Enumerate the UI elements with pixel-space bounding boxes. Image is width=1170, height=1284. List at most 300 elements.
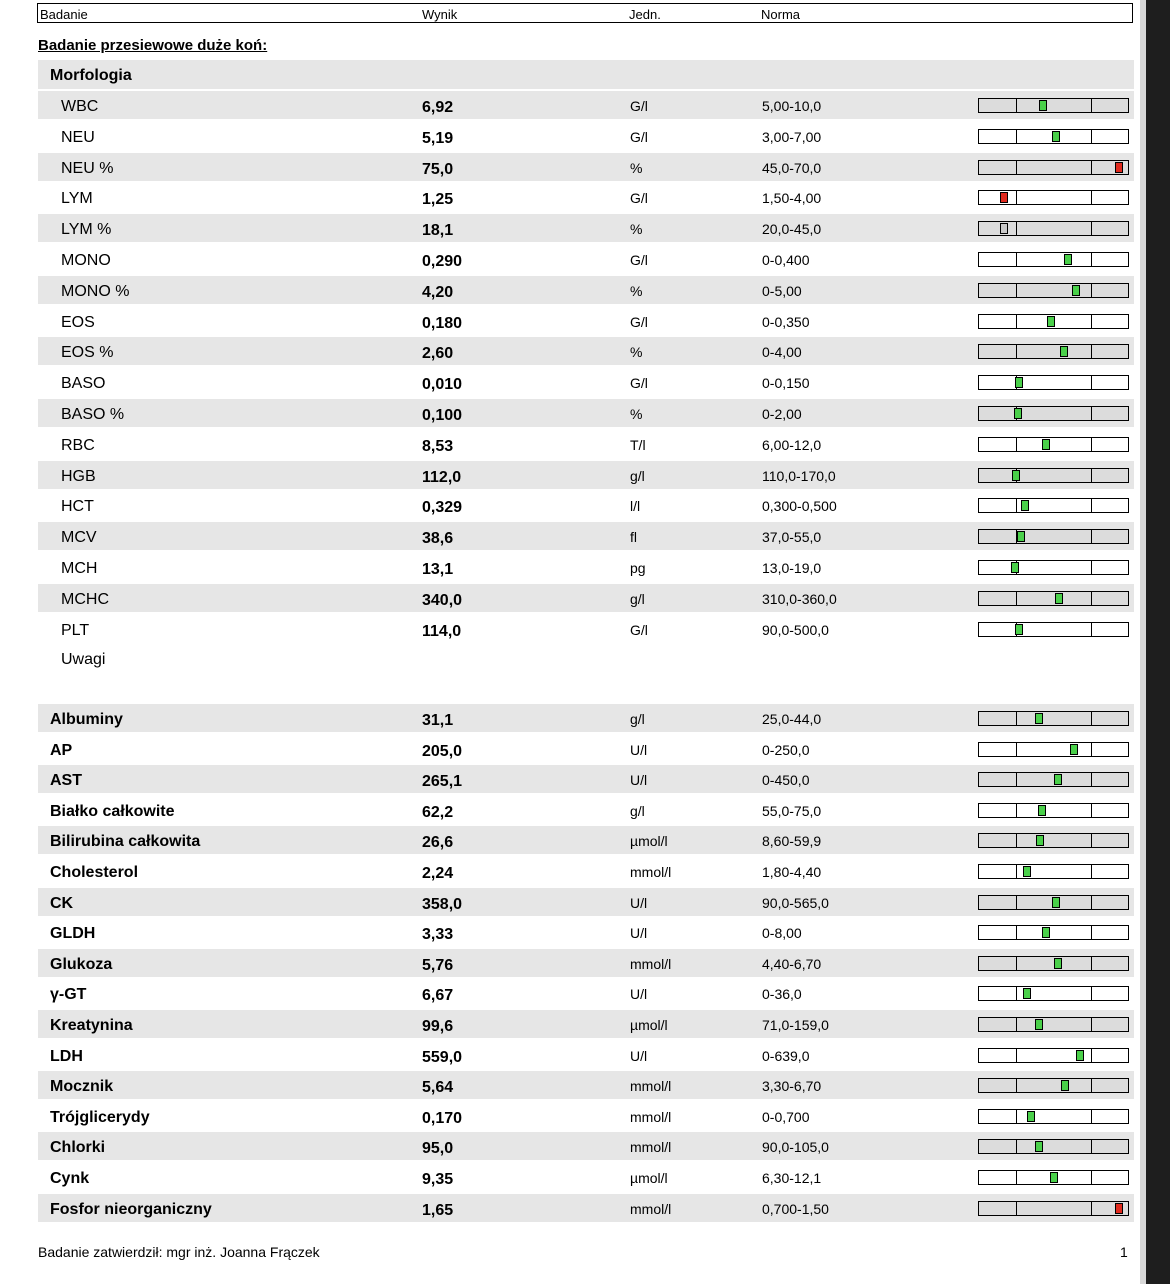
range-indicator — [978, 98, 1129, 113]
range-tick — [1091, 1018, 1092, 1031]
table-row — [38, 276, 1134, 304]
range-indicator — [978, 803, 1129, 818]
result-marker — [1035, 1141, 1043, 1152]
range-tick — [1091, 222, 1092, 235]
result-marker — [1027, 1111, 1035, 1122]
range-indicator — [978, 252, 1129, 267]
header-norma: Norma — [761, 7, 801, 22]
reference-range: 310,0-360,0 — [762, 590, 837, 607]
test-unit: mmol/l — [630, 1139, 672, 1156]
test-unit: G/l — [630, 252, 648, 268]
range-tick — [1091, 712, 1092, 725]
reference-range: 90,0-105,0 — [762, 1139, 829, 1156]
test-result: 26,6 — [422, 834, 454, 852]
viewer-background — [1146, 0, 1170, 1284]
table-row — [38, 918, 1134, 946]
range-tick — [1091, 1079, 1092, 1092]
result-marker — [1000, 192, 1008, 203]
test-result: 0,100 — [422, 407, 463, 424]
test-result: 62,2 — [422, 803, 454, 821]
range-indicator — [978, 1109, 1129, 1124]
test-unit: G/l — [630, 190, 648, 207]
test-unit: pg — [630, 560, 646, 576]
reference-range: 110,0-170,0 — [762, 467, 836, 484]
reference-range: 0-0,700 — [762, 1108, 810, 1125]
test-name: Trójglicerydy — [50, 1108, 150, 1126]
table-row — [38, 153, 1134, 181]
reference-range: 0-639,0 — [762, 1047, 810, 1064]
table-row — [38, 1102, 1134, 1130]
range-tick — [1091, 1140, 1092, 1153]
test-result: 38,6 — [422, 530, 454, 548]
test-name: Albuminy — [50, 711, 123, 728]
range-tick — [1091, 284, 1092, 297]
range-tick — [1091, 773, 1092, 786]
result-marker — [1060, 346, 1068, 357]
range-tick — [1091, 99, 1092, 112]
test-result: 13,1 — [422, 561, 454, 578]
test-name: Kreatynina — [50, 1017, 133, 1034]
table-row — [38, 553, 1134, 581]
test-unit: l/l — [630, 498, 641, 515]
test-unit: T/l — [630, 436, 646, 453]
test-unit: mmol/l — [630, 1200, 672, 1217]
range-indicator — [978, 591, 1129, 606]
range-indicator — [978, 925, 1129, 940]
test-name: MONO — [61, 252, 111, 269]
test-unit: mmol/l — [630, 1078, 672, 1095]
test-unit: mmol/l — [630, 1108, 672, 1125]
range-indicator — [978, 1139, 1129, 1154]
test-unit: % — [630, 344, 643, 361]
range-indicator — [978, 529, 1129, 544]
table-row — [38, 979, 1134, 1007]
test-result: 95,0 — [422, 1140, 454, 1158]
range-indicator — [978, 1201, 1129, 1216]
range-tick — [1016, 315, 1017, 328]
test-name: LDH — [50, 1047, 83, 1065]
test-result: 6,67 — [422, 987, 454, 1005]
result-marker — [1023, 866, 1031, 877]
test-unit: G/l — [630, 128, 648, 145]
test-name: EOS — [61, 313, 95, 331]
test-unit: % — [630, 406, 643, 422]
result-marker — [1011, 562, 1019, 573]
table-row — [38, 368, 1134, 396]
reference-range: 0-0,150 — [762, 375, 810, 392]
test-unit: % — [630, 159, 643, 176]
test-result: 112,0 — [422, 468, 462, 486]
test-name: Cynk — [50, 1170, 90, 1187]
test-unit: G/l — [630, 98, 648, 114]
reference-range: 1,80-4,40 — [762, 864, 822, 880]
range-tick — [1091, 1202, 1092, 1215]
range-tick — [1091, 896, 1092, 909]
range-tick — [1091, 130, 1092, 143]
test-unit: g/l — [630, 711, 645, 727]
test-result: 3,33 — [422, 926, 454, 944]
range-indicator — [978, 742, 1129, 757]
result-marker — [1035, 1019, 1043, 1030]
range-tick — [1016, 284, 1017, 297]
test-name: HGB — [61, 467, 96, 485]
result-marker — [1023, 988, 1031, 999]
range-tick — [1016, 592, 1017, 605]
range-tick — [1091, 1110, 1092, 1123]
test-result: 559,0 — [422, 1048, 463, 1066]
table-row — [38, 522, 1134, 550]
test-result: 0,010 — [422, 376, 463, 394]
result-marker — [1064, 254, 1072, 265]
test-name: AST — [50, 772, 82, 790]
header-badanie: Badanie — [40, 7, 88, 22]
result-marker — [1039, 100, 1047, 111]
reference-range: 20,0-45,0 — [762, 221, 822, 238]
range-indicator — [978, 1078, 1129, 1093]
test-name: EOS % — [61, 344, 114, 362]
reference-range: 1,50-4,00 — [762, 190, 822, 207]
table-row — [38, 1132, 1134, 1160]
range-tick — [1016, 222, 1017, 235]
table-row — [38, 888, 1134, 916]
range-tick — [1091, 499, 1092, 512]
group-title-morfologia — [38, 60, 1134, 89]
test-unit: µmol/l — [630, 1017, 668, 1033]
range-tick — [1016, 957, 1017, 970]
test-unit: µmol/l — [630, 833, 668, 850]
range-indicator — [978, 864, 1129, 879]
test-name: NEU — [61, 128, 95, 146]
test-unit: G/l — [630, 313, 648, 330]
range-indicator — [978, 314, 1129, 329]
table-row — [38, 1041, 1134, 1069]
result-marker — [1047, 316, 1055, 327]
test-unit: G/l — [630, 621, 648, 638]
range-tick — [1091, 987, 1092, 1000]
test-result: 31,1 — [422, 712, 454, 729]
reference-range: 25,0-44,0 — [762, 711, 822, 727]
test-unit: U/l — [630, 986, 648, 1003]
test-result: 5,76 — [422, 956, 454, 974]
range-tick — [1016, 161, 1017, 174]
reference-range: 0-0,350 — [762, 313, 810, 330]
reference-range: 3,00-7,00 — [762, 128, 822, 145]
test-result: 75,0 — [422, 160, 454, 178]
range-tick — [1016, 804, 1017, 817]
reference-range: 5,00-10,0 — [762, 98, 822, 114]
test-name: LYM — [61, 190, 93, 208]
result-marker — [1050, 1172, 1058, 1183]
table-row — [38, 1010, 1134, 1038]
range-indicator — [978, 956, 1129, 971]
range-tick — [1091, 834, 1092, 847]
test-name: Cholesterol — [50, 864, 139, 881]
reference-range: 0,300-0,500 — [762, 498, 837, 515]
table-row — [38, 183, 1134, 211]
result-marker — [1015, 377, 1023, 388]
test-unit: g/l — [630, 590, 645, 607]
range-tick — [1091, 345, 1092, 358]
table-row — [38, 704, 1134, 732]
table-row — [38, 796, 1134, 824]
test-unit: U/l — [630, 1047, 648, 1064]
range-tick — [1091, 438, 1092, 451]
range-tick — [1016, 865, 1017, 878]
test-name: MCHC — [61, 590, 109, 608]
test-unit: g/l — [630, 802, 645, 819]
test-unit: % — [630, 221, 643, 238]
result-marker — [1054, 774, 1062, 785]
footer-approval: Badanie zatwierdził: mgr inż. Joanna Frączek — [38, 1244, 320, 1260]
range-tick — [1016, 987, 1017, 1000]
reference-range: 0-5,00 — [762, 282, 802, 299]
range-tick — [1091, 743, 1092, 756]
test-result: 358,0 — [422, 895, 463, 913]
range-tick — [1016, 191, 1017, 204]
result-marker — [1076, 1050, 1084, 1061]
range-tick — [1016, 499, 1017, 512]
range-tick — [1091, 530, 1092, 543]
test-result: 4,20 — [422, 283, 454, 301]
reference-range: 0-2,00 — [762, 406, 802, 422]
range-indicator — [978, 283, 1129, 298]
range-tick — [1091, 865, 1092, 878]
reference-range: 0-450,0 — [762, 772, 810, 789]
result-marker — [1042, 439, 1050, 450]
range-tick — [1091, 407, 1092, 420]
test-name: MONO % — [61, 282, 130, 300]
test-name: MCH — [61, 560, 98, 577]
test-name: GLDH — [50, 925, 96, 943]
range-tick — [1091, 376, 1092, 389]
reference-range: 6,30-12,1 — [762, 1170, 822, 1186]
table-row — [38, 491, 1134, 519]
test-unit: G/l — [630, 375, 648, 392]
table-row — [38, 337, 1134, 365]
range-tick — [1016, 99, 1017, 112]
table-row — [38, 735, 1134, 763]
result-marker — [1115, 1203, 1123, 1214]
test-name: BASO — [61, 375, 106, 393]
result-marker — [1038, 805, 1046, 816]
test-unit: U/l — [630, 894, 648, 911]
reference-range: 4,40-6,70 — [762, 955, 822, 972]
range-indicator — [978, 986, 1129, 1001]
range-indicator — [978, 437, 1129, 452]
range-tick — [1016, 834, 1017, 847]
range-indicator — [978, 895, 1129, 910]
range-tick — [1091, 592, 1092, 605]
range-tick — [1016, 438, 1017, 451]
reference-range: 13,0-19,0 — [762, 560, 822, 576]
test-result: 6,92 — [422, 99, 454, 116]
result-marker — [1061, 1080, 1069, 1091]
table-row — [38, 461, 1134, 489]
result-marker — [1072, 285, 1080, 296]
range-tick — [1016, 1049, 1017, 1062]
result-marker — [1017, 531, 1025, 542]
test-name: LYM % — [61, 221, 112, 239]
header-wynik: Wynik — [422, 7, 458, 22]
test-result: 0,180 — [422, 314, 463, 332]
reference-range: 0-4,00 — [762, 344, 802, 361]
result-marker — [1115, 162, 1123, 173]
table-row — [38, 615, 1134, 643]
group-title-label: Morfologia — [50, 67, 132, 84]
range-tick — [1091, 561, 1092, 574]
table-row — [38, 826, 1134, 854]
table-row — [38, 765, 1134, 793]
table-row — [38, 214, 1134, 242]
range-tick — [1016, 1140, 1017, 1153]
reference-range: 37,0-55,0 — [762, 529, 822, 546]
reference-range: 90,0-500,0 — [762, 621, 829, 638]
table-row — [38, 1194, 1134, 1222]
test-name: Bilirubina całkowita — [50, 833, 201, 851]
reference-range: 6,00-12,0 — [762, 436, 822, 453]
range-tick — [1091, 957, 1092, 970]
test-result: 8,53 — [422, 437, 454, 455]
test-name: NEU % — [61, 159, 114, 177]
test-unit: g/l — [630, 467, 645, 484]
table-row — [38, 857, 1134, 885]
test-result: 9,35 — [422, 1171, 454, 1188]
test-unit: % — [630, 282, 643, 299]
range-indicator — [978, 468, 1129, 483]
test-result: 5,19 — [422, 129, 454, 147]
test-name: γ-GT — [50, 986, 87, 1004]
range-indicator — [978, 833, 1129, 848]
table-header — [37, 3, 1133, 23]
result-marker — [1070, 744, 1078, 755]
table-row — [38, 91, 1134, 119]
test-result: 0,170 — [422, 1109, 463, 1127]
test-unit: fl — [630, 529, 637, 546]
reference-range: 0-0,400 — [762, 252, 810, 268]
range-tick — [1016, 773, 1017, 786]
range-tick — [1016, 1018, 1017, 1031]
range-tick — [1091, 804, 1092, 817]
result-marker — [1021, 500, 1029, 511]
test-name: AP — [50, 741, 73, 759]
range-tick — [1016, 1079, 1017, 1092]
range-tick — [1091, 315, 1092, 328]
test-name: WBC — [61, 98, 99, 115]
reference-range: 55,0-75,0 — [762, 802, 822, 819]
test-name: Glukoza — [50, 955, 113, 973]
section-title: Badanie przesiewowe duże koń: — [38, 37, 268, 54]
result-marker — [1015, 624, 1023, 635]
range-tick — [1016, 1110, 1017, 1123]
result-marker — [1000, 223, 1008, 234]
range-tick — [1091, 1049, 1092, 1062]
range-tick — [1091, 253, 1092, 266]
reference-range: 8,60-59,9 — [762, 833, 822, 850]
range-tick — [1016, 1171, 1017, 1184]
range-tick — [1091, 191, 1092, 204]
test-result: 99,6 — [422, 1018, 454, 1035]
test-unit: mmol/l — [630, 864, 672, 880]
table-row — [38, 245, 1134, 273]
test-unit: mmol/l — [630, 955, 672, 972]
table-row — [38, 949, 1134, 977]
table-row — [38, 584, 1134, 612]
range-tick — [1091, 926, 1092, 939]
test-result: 0,290 — [422, 253, 463, 270]
range-indicator — [978, 622, 1129, 637]
result-marker — [1012, 470, 1020, 481]
table-row — [38, 430, 1134, 458]
test-unit: U/l — [630, 741, 648, 758]
test-name: PLT — [61, 621, 90, 639]
result-marker — [1036, 835, 1044, 846]
result-marker — [1052, 897, 1060, 908]
range-tick — [1091, 161, 1092, 174]
result-marker — [1042, 927, 1050, 938]
reference-range: 0-36,0 — [762, 986, 802, 1003]
result-marker — [1054, 958, 1062, 969]
range-indicator — [978, 498, 1129, 513]
test-unit: U/l — [630, 925, 648, 942]
test-result: 2,60 — [422, 345, 454, 363]
test-unit: µmol/l — [630, 1170, 668, 1186]
range-tick — [1016, 253, 1017, 266]
range-tick — [1016, 743, 1017, 756]
range-tick — [1016, 130, 1017, 143]
range-tick — [1016, 896, 1017, 909]
range-indicator — [978, 711, 1129, 726]
test-name: Fosfor nieorganiczny — [50, 1200, 212, 1218]
test-result: 205,0 — [422, 742, 463, 760]
range-indicator — [978, 1170, 1129, 1185]
reference-range: 45,0-70,0 — [762, 159, 822, 176]
range-tick — [1016, 345, 1017, 358]
range-tick — [1091, 469, 1092, 482]
range-tick — [1091, 1171, 1092, 1184]
table-row — [38, 1071, 1134, 1099]
page-margin-left — [0, 0, 24, 1284]
test-name: BASO % — [61, 406, 125, 423]
range-tick — [1091, 623, 1092, 636]
range-indicator — [978, 344, 1129, 359]
test-result: 265,1 — [422, 773, 463, 791]
range-indicator — [978, 221, 1129, 236]
test-name: Chlorki — [50, 1139, 106, 1157]
reference-range: 0-8,00 — [762, 925, 802, 942]
page-number: 1 — [1120, 1244, 1128, 1260]
result-marker — [1014, 408, 1022, 419]
range-indicator — [978, 406, 1129, 421]
range-indicator — [978, 1017, 1129, 1032]
range-indicator — [978, 129, 1129, 144]
range-tick — [1016, 1202, 1017, 1215]
reference-range: 0,700-1,50 — [762, 1200, 829, 1217]
test-result: 340,0 — [422, 591, 463, 609]
range-indicator — [978, 1048, 1129, 1063]
reference-range: 71,0-159,0 — [762, 1017, 829, 1033]
table-row — [38, 122, 1134, 150]
test-name: MCV — [61, 529, 97, 547]
test-result: 1,65 — [422, 1201, 454, 1219]
result-marker — [1035, 713, 1043, 724]
test-name: RBC — [61, 436, 95, 454]
reference-range: 90,0-565,0 — [762, 894, 829, 911]
test-result: 5,64 — [422, 1079, 454, 1097]
result-marker — [1052, 131, 1060, 142]
test-name: CK — [50, 894, 74, 912]
test-name: Mocznik — [50, 1078, 114, 1096]
range-indicator — [978, 560, 1129, 575]
